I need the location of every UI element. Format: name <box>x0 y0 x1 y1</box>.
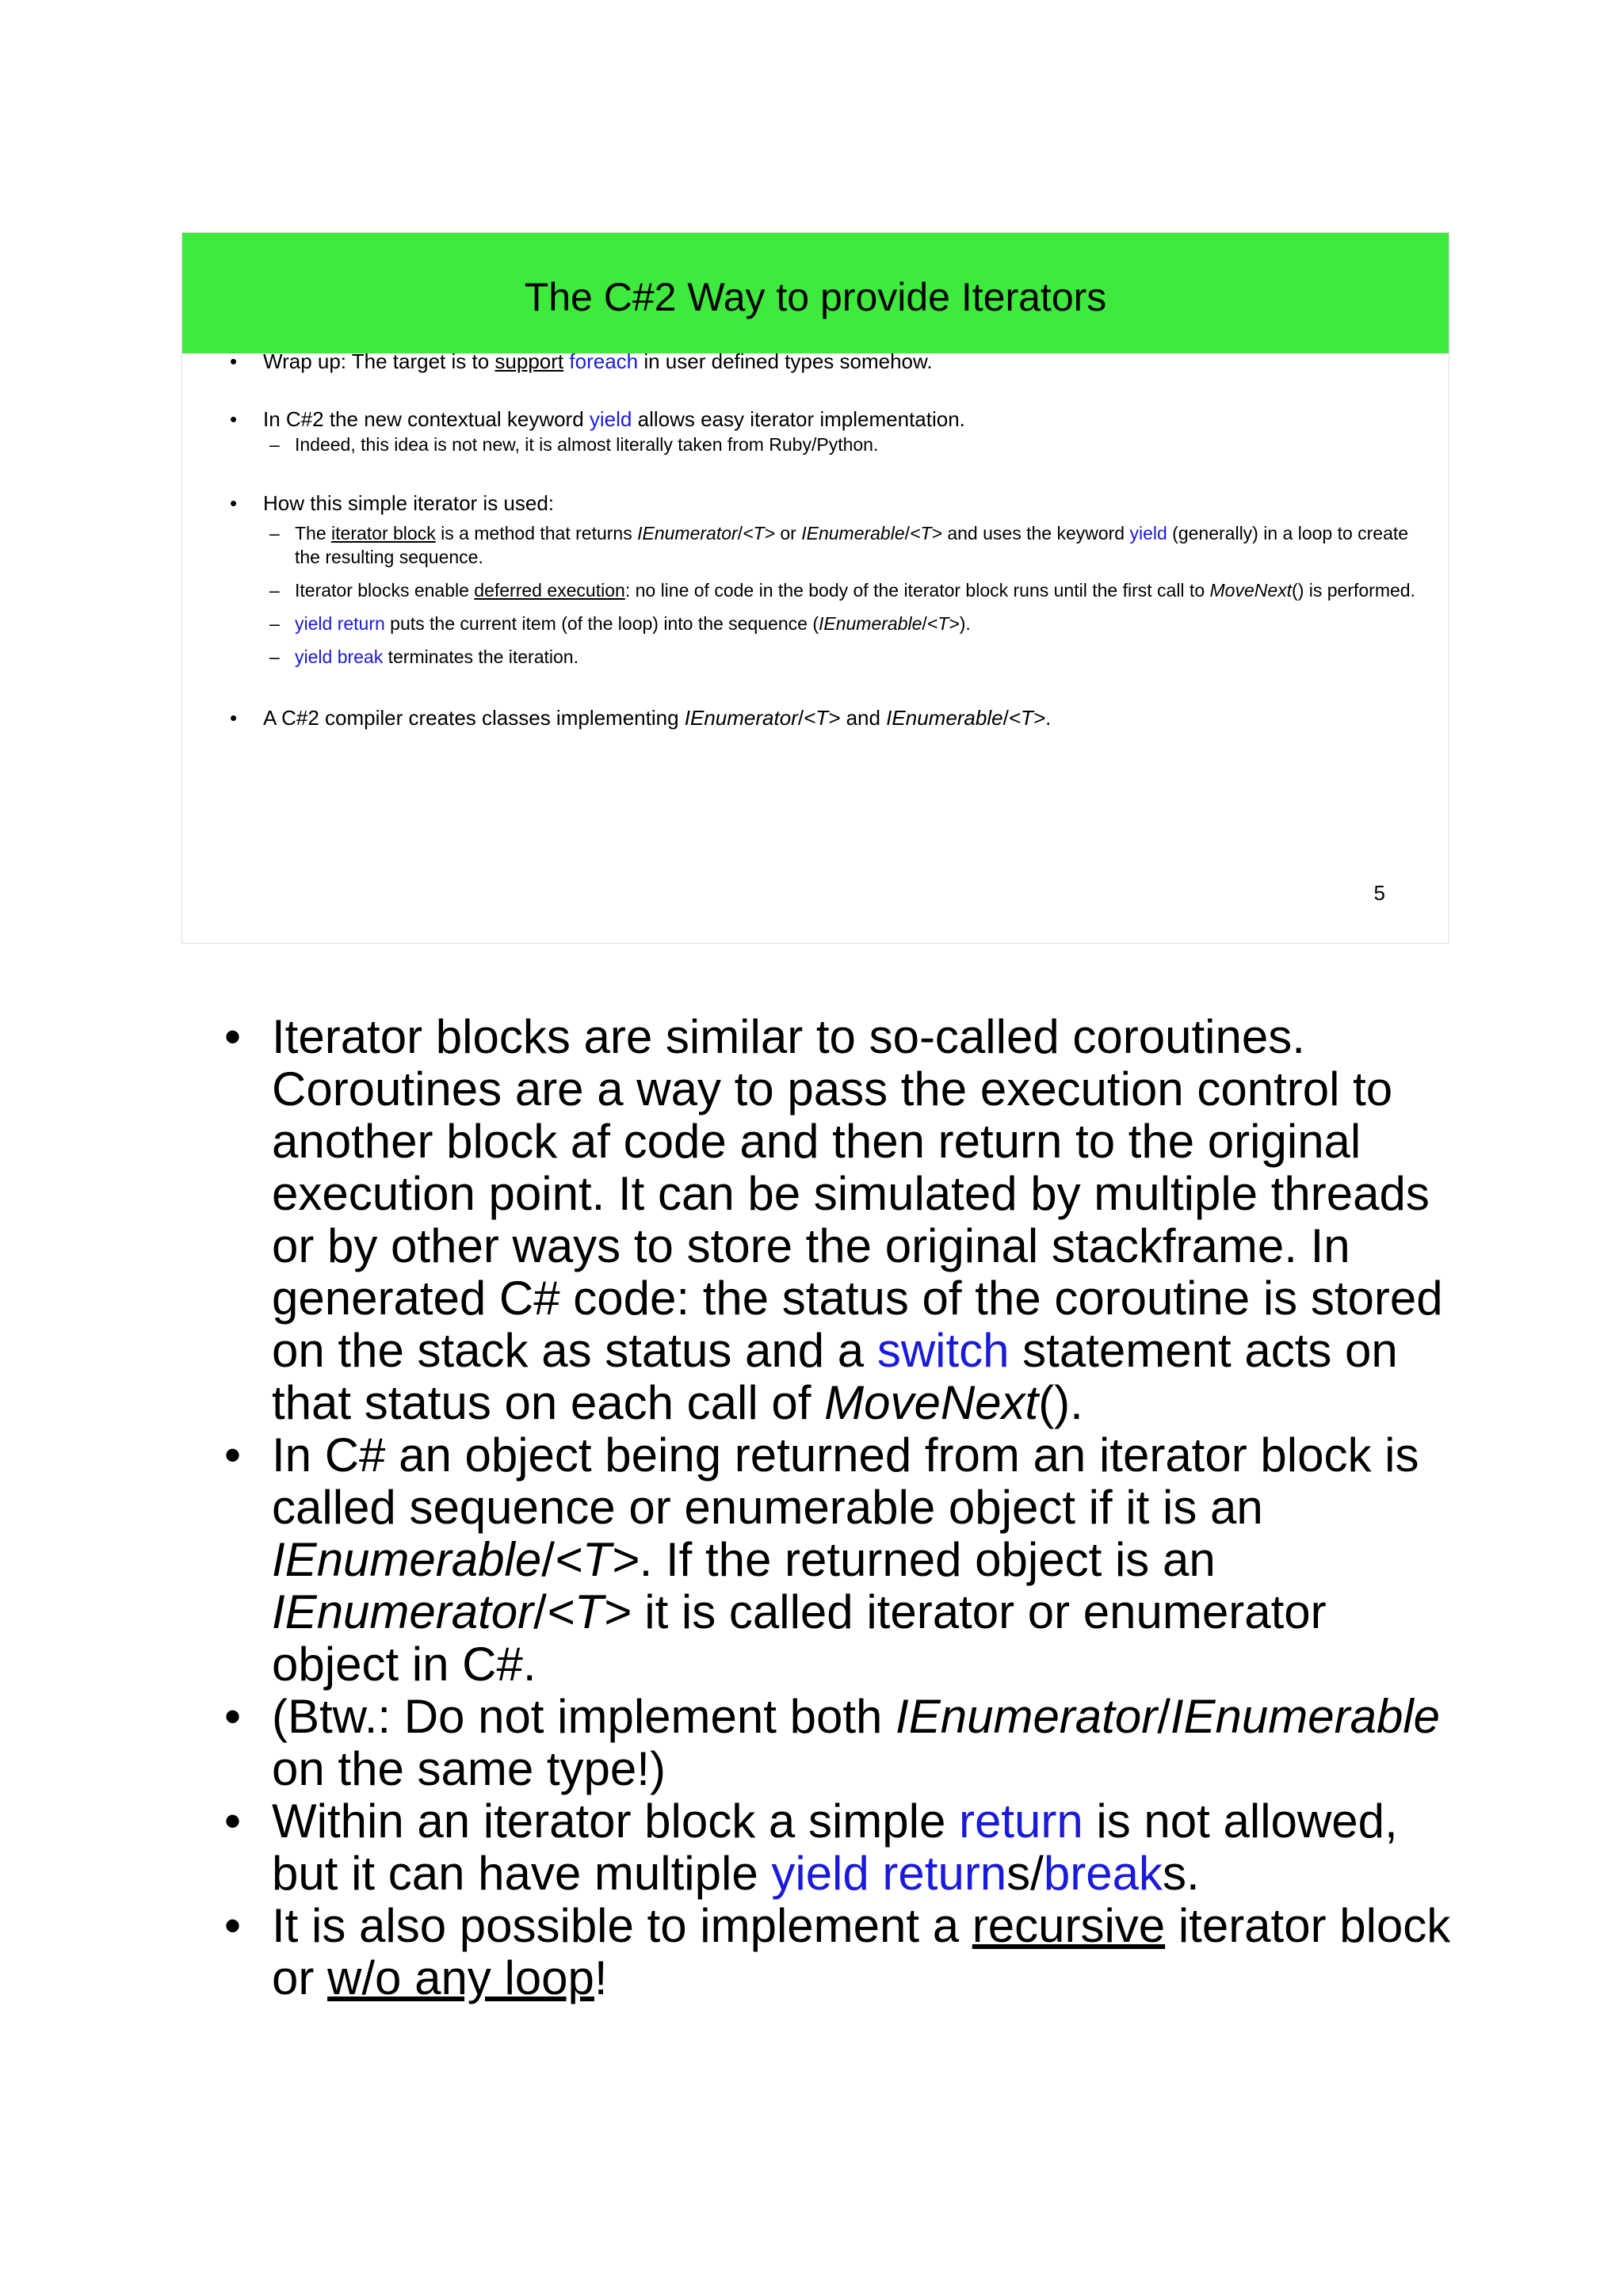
note-btw: • (Btw.: Do not implement both IEnumerator/IEnumerable on the same type!) <box>224 1691 1461 1795</box>
note-sequence-object: • In C# an object being returned from an iterator block is called sequence or enumerable object if it is an IEnumerable/<T>. If the returned object is an IEnumerator/<T> it is called iterator or enumerator object in C#. <box>224 1429 1461 1691</box>
slide-title: The C#2 Way to provide Iterators <box>524 275 1107 319</box>
slide-body <box>230 349 1430 732</box>
keyword-foreach: foreach <box>569 349 639 373</box>
sub-bullet-iterator-block: – The iterator block is a method that returns IEnumerator/<T> or IEnumerable/<T> and uses the keyword yield (generally) in a loop to create the resulting sequence. <box>230 522 1430 570</box>
bullet-yield-keyword: • In C#2 the new contextual keyword yield allows easy iterator implementation. <box>230 406 1430 433</box>
note-return-not-allowed: • Within an iterator block a simple return is not allowed, but it can have multiple yield returns/breaks. <box>224 1795 1461 1900</box>
sub-bullet-deferred-execution: – Iterator blocks enable deferred execution: no line of code in the body of the iterator block runs until the first call to MoveNext() is performed. <box>230 579 1430 603</box>
bullet-compiler-classes: • A C#2 compiler creates classes implementing IEnumerator/<T> and IEnumerable/<T>. <box>230 705 1430 732</box>
slide-header <box>182 233 1449 353</box>
sub-bullet-yield-return: – yield return puts the current item (of the loop) into the sequence (IEnumerable/<T>). <box>230 612 1430 636</box>
note-recursive: • It is also possible to implement a recursive iterator block or w/o any loop! <box>224 1900 1461 2004</box>
speaker-notes <box>224 1011 1461 2004</box>
sub-bullet-ruby-python: – Indeed, this idea is not new, it is almost literally taken from Ruby/Python. <box>230 433 1430 457</box>
slide <box>181 232 1449 944</box>
slide-page-number: 5 <box>1373 881 1385 905</box>
bullet-wrap-up: • Wrap up: The target is to support foreach in user defined types somehow. <box>230 349 1430 376</box>
keyword-yield: yield <box>589 406 632 431</box>
bullet-how-used: • How this simple iterator is used: <box>230 490 1430 517</box>
note-coroutines: • Iterator blocks are similar to so-called coroutines. Coroutines are a way to pass the execution control to another block af code and then return to the original execution point. It can be simulated by multiple threads or by other ways to store the original stackframe. In generated C# code: the status of the coroutine is stored on the stack as status and a switch statement acts on that status on each call of MoveNext(). <box>224 1011 1461 1429</box>
sub-bullet-yield-break: – yield break terminates the iteration. <box>230 646 1430 669</box>
keyword-switch: switch <box>876 1324 1010 1377</box>
